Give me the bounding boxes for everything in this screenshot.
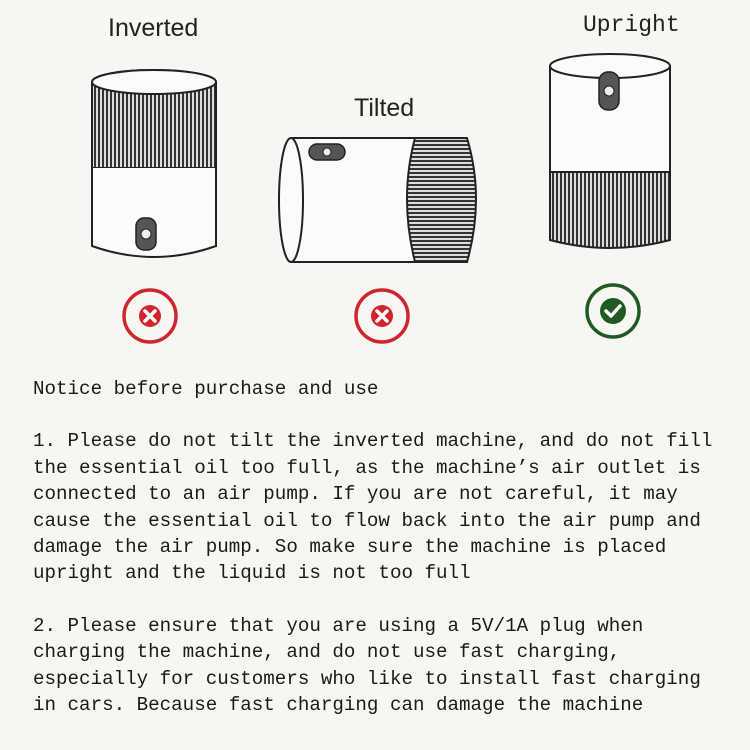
tilted-device-illustration — [275, 132, 487, 270]
tilted-cross-icon — [353, 287, 411, 345]
notice-title: Notice before purchase and use — [33, 378, 379, 400]
tilted-label: Tilted — [354, 94, 415, 122]
notice-item-1: 1. Please do not tilt the inverted machine, and do not fill the essential oil too full, as the machine’s air outlet is connected to an air pump. If you are not careful, it may cause the essential oil to flow back into the air pump and damage the air pump. So make sure the machine is placed upright and the liquid is not too full — [33, 430, 713, 585]
upright-check-icon — [584, 282, 642, 340]
inverted-cross-icon — [121, 287, 179, 345]
notice-item-2: 2. Please ensure that you are using a 5V/1A plug when charging the machine, and do not use fast charging, especially for customers who like to install fast charging in cars. Because fast charging can damage the machine — [33, 614, 701, 717]
upright-device-illustration — [548, 52, 672, 254]
inverted-device-illustration — [86, 68, 222, 268]
inverted-label: Inverted — [108, 14, 199, 42]
upright-label: Upright — [583, 12, 680, 38]
notice-section — [33, 376, 733, 744]
